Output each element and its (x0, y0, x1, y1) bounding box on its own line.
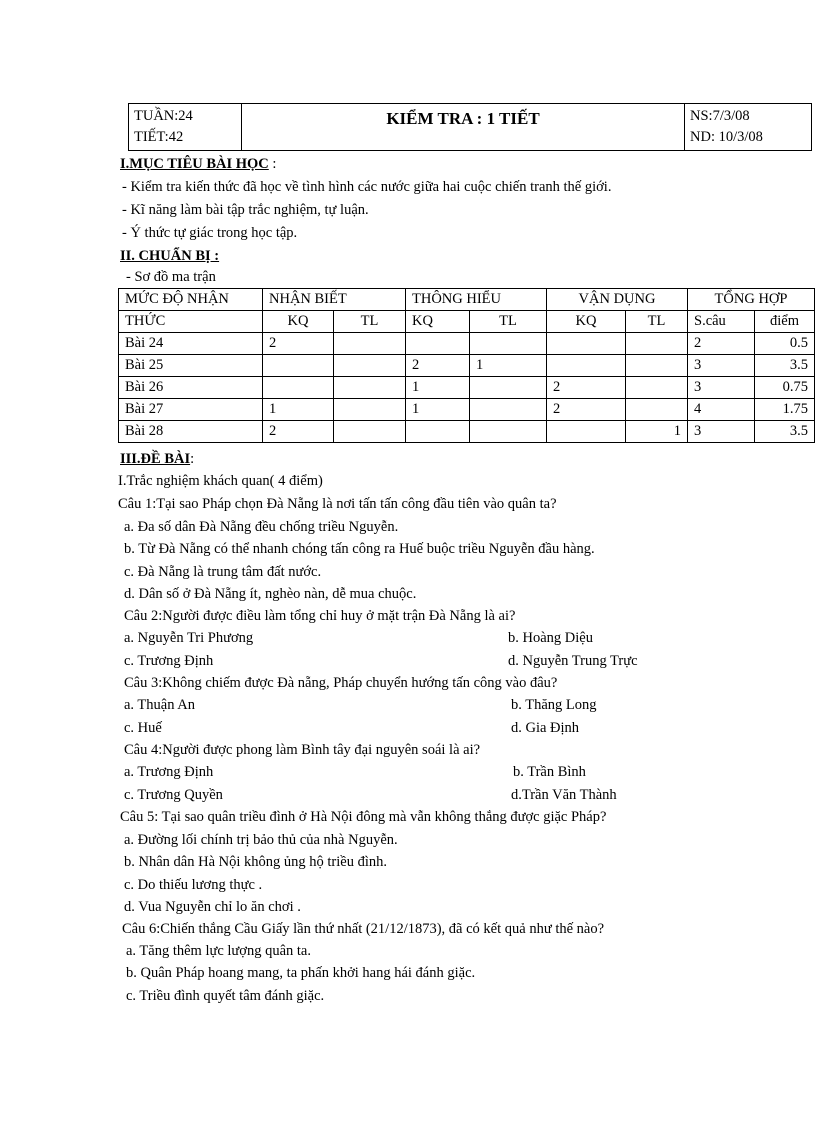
sub-header: TL (470, 311, 547, 333)
sub-header: TL (626, 311, 688, 333)
sub-header: KQ (547, 311, 626, 333)
matrix-cell (334, 333, 406, 355)
answer-option: a. Đa số dân Đà Nẵng đều chống triều Nguyễn. (124, 519, 399, 535)
answer-option: a. Nguyễn Tri Phương (124, 630, 254, 646)
lesson-cell: Bài 27 (119, 399, 263, 421)
matrix-cell (470, 333, 547, 355)
answer-option: a. Tăng thêm lực lượng quân ta. (126, 943, 311, 959)
answer-option: c. Huế (124, 720, 162, 736)
lesson-cell: Bài 25 (119, 355, 263, 377)
matrix-cell: 3.5 (755, 421, 815, 443)
question-4: Câu 4:Người được phong làm Bình tây đại nguyên soái là ai? (124, 742, 481, 758)
matrix-cell (263, 355, 334, 377)
matrix-cell: 2 (547, 377, 626, 399)
answer-option: c. Do thiếu lương thực . (124, 877, 263, 893)
answer-option: d. Gia Định (511, 720, 580, 736)
objective-item: - Ý thức tự giác trong học tập. (122, 225, 298, 241)
ns-date: NS:7/3/08 (690, 108, 750, 124)
sub-header: S.câu (688, 311, 755, 333)
lesson-label: TIẾT:42 (134, 129, 184, 145)
matrix-cell (334, 421, 406, 443)
answer-option: a. Trương Định (124, 764, 214, 780)
answer-option: b. Từ Đà Nẵng có thể nhanh chóng tấn công ra Huế buộc triều Nguyễn đầu hàng. (124, 541, 595, 557)
matrix-cell (470, 399, 547, 421)
answer-option: c. Triều đình quyết tâm đánh giặc. (126, 988, 325, 1004)
matrix-row (119, 399, 815, 421)
matrix-cell (547, 355, 626, 377)
matrix-cell: 1 (263, 399, 334, 421)
matrix-label: - Sơ đồ ma trận (126, 269, 216, 285)
matrix-cell: 0.75 (755, 377, 815, 399)
matrix-row (119, 377, 815, 399)
matrix-cell (334, 355, 406, 377)
sub-header: điểm (755, 311, 815, 333)
lesson-cell: Bài 24 (119, 333, 263, 355)
matrix-cell: 4 (688, 399, 755, 421)
matrix-cell: 2 (406, 355, 470, 377)
exam-title: KIỂM TRA : 1 TIẾT (242, 104, 685, 151)
level-header: THỨC (119, 311, 263, 333)
answer-option: b. Hoàng Diệu (508, 630, 593, 646)
matrix-subheader-row (119, 311, 815, 333)
matrix-cell: 2 (263, 333, 334, 355)
matrix-cell (626, 399, 688, 421)
matrix-cell: 2 (547, 399, 626, 421)
group-header: VẬN DỤNG (547, 289, 688, 311)
answer-option: a. Đường lối chính trị bảo thủ của nhà Nguyễn. (124, 832, 398, 848)
matrix-cell (263, 377, 334, 399)
answer-option: b. Quân Pháp hoang mang, ta phấn khởi hang hái đánh giặc. (126, 965, 476, 981)
matrix-cell: 3 (688, 377, 755, 399)
matrix-header-row (119, 289, 815, 311)
exam-heading: III.ĐỀ BÀI (120, 451, 191, 467)
matrix-cell: 1 (406, 377, 470, 399)
question-3: Câu 3:Không chiếm được Đà nẵng, Pháp chuyển hướng tấn công vào đâu? (124, 675, 558, 691)
question-1: Câu 1:Tại sao Pháp chọn Đà Nẵng là nơi tấn tấn công đầu tiên vào quân ta? (118, 496, 557, 512)
lesson-cell: Bài 26 (119, 377, 263, 399)
matrix-cell (547, 421, 626, 443)
objectives-heading-line: I.MỤC TIÊU BÀI HỌC : (120, 156, 277, 172)
matrix-cell (626, 333, 688, 355)
sub-header: TL (334, 311, 406, 333)
lesson-cell: Bài 28 (119, 421, 263, 443)
group-header: TỔNG HỢP (688, 289, 815, 311)
matrix-row (119, 355, 815, 377)
answer-option: c. Trương Quyền (124, 787, 223, 803)
question-5: Câu 5: Tại sao quân triều đình ở Hà Nội đông mà vẫn không thắng được giặc Pháp? (120, 809, 607, 825)
objectives-heading: I.MỤC TIÊU BÀI HỌC (120, 156, 269, 172)
exam-heading-line: III.ĐỀ BÀI: (120, 451, 195, 467)
header-dates (685, 104, 812, 151)
answer-option: c. Đà Nẵng là trung tâm đất nước. (124, 564, 322, 580)
answer-option: a. Thuận An (124, 697, 196, 713)
group-header: NHẬN BIẾT (263, 289, 406, 311)
matrix-cell: 0.5 (755, 333, 815, 355)
sub-header: KQ (263, 311, 334, 333)
sub-header: KQ (406, 311, 470, 333)
matrix-cell (470, 421, 547, 443)
answer-option: b. Trần Bình (513, 764, 586, 780)
preparation-heading: II. CHUẨN BỊ : (120, 248, 220, 264)
matrix-cell: 1 (626, 421, 688, 443)
matrix-cell: 3.5 (755, 355, 815, 377)
matrix-cell (626, 355, 688, 377)
answer-option: b. Thăng Long (511, 697, 597, 713)
answer-option: d.Trần Văn Thành (511, 787, 617, 803)
matrix-cell (547, 333, 626, 355)
matrix-cell: 1.75 (755, 399, 815, 421)
matrix-cell: 3 (688, 355, 755, 377)
objective-item: - Kiểm tra kiến thức đã học về tình hình các nước giữa hai cuộc chiến tranh thế giới. (122, 179, 612, 195)
objective-item: - Kĩ năng làm bài tập trắc nghiệm, tự luận. (122, 202, 369, 218)
matrix-table (118, 288, 815, 443)
group-header: THÔNG HIỂU (406, 289, 547, 311)
matrix-row (119, 333, 815, 355)
nd-date: ND: 10/3/08 (690, 129, 763, 145)
section-heading: I.Trắc nghiệm khách quan( 4 điểm) (118, 473, 323, 489)
header-week-lesson (129, 104, 242, 151)
question-6: Câu 6:Chiến thắng Cầu Giấy lần thứ nhất (21/12/1873), đã có kết quả như thế nào? (122, 921, 605, 937)
matrix-cell: 3 (688, 421, 755, 443)
matrix-cell (334, 399, 406, 421)
question-2: Câu 2:Người được điều làm tổng chỉ huy ở mặt trận Đà Nẵng là ai? (124, 608, 516, 624)
answer-option: c. Trương Định (124, 653, 214, 669)
matrix-cell: 1 (406, 399, 470, 421)
matrix-cell: 1 (470, 355, 547, 377)
answer-option: b. Nhân dân Hà Nội không ủng hộ triều đình. (124, 854, 387, 870)
answer-option: d. Vua Nguyễn chỉ lo ăn chơi . (124, 899, 301, 915)
matrix-cell: 2 (263, 421, 334, 443)
matrix-cell: 2 (688, 333, 755, 355)
level-header: MỨC ĐỘ NHẬN (119, 289, 263, 311)
matrix-row (119, 421, 815, 443)
matrix-cell (406, 333, 470, 355)
matrix-cell (626, 377, 688, 399)
matrix-cell (470, 377, 547, 399)
matrix-cell (406, 421, 470, 443)
answer-option: d. Nguyễn Trung Trực (508, 653, 638, 669)
week-label: TUẦN:24 (134, 108, 193, 124)
answer-option: d. Dân số ở Đà Nẵng ít, nghèo nàn, dễ mua chuộc. (124, 586, 417, 602)
header-box (128, 103, 812, 151)
matrix-cell (334, 377, 406, 399)
